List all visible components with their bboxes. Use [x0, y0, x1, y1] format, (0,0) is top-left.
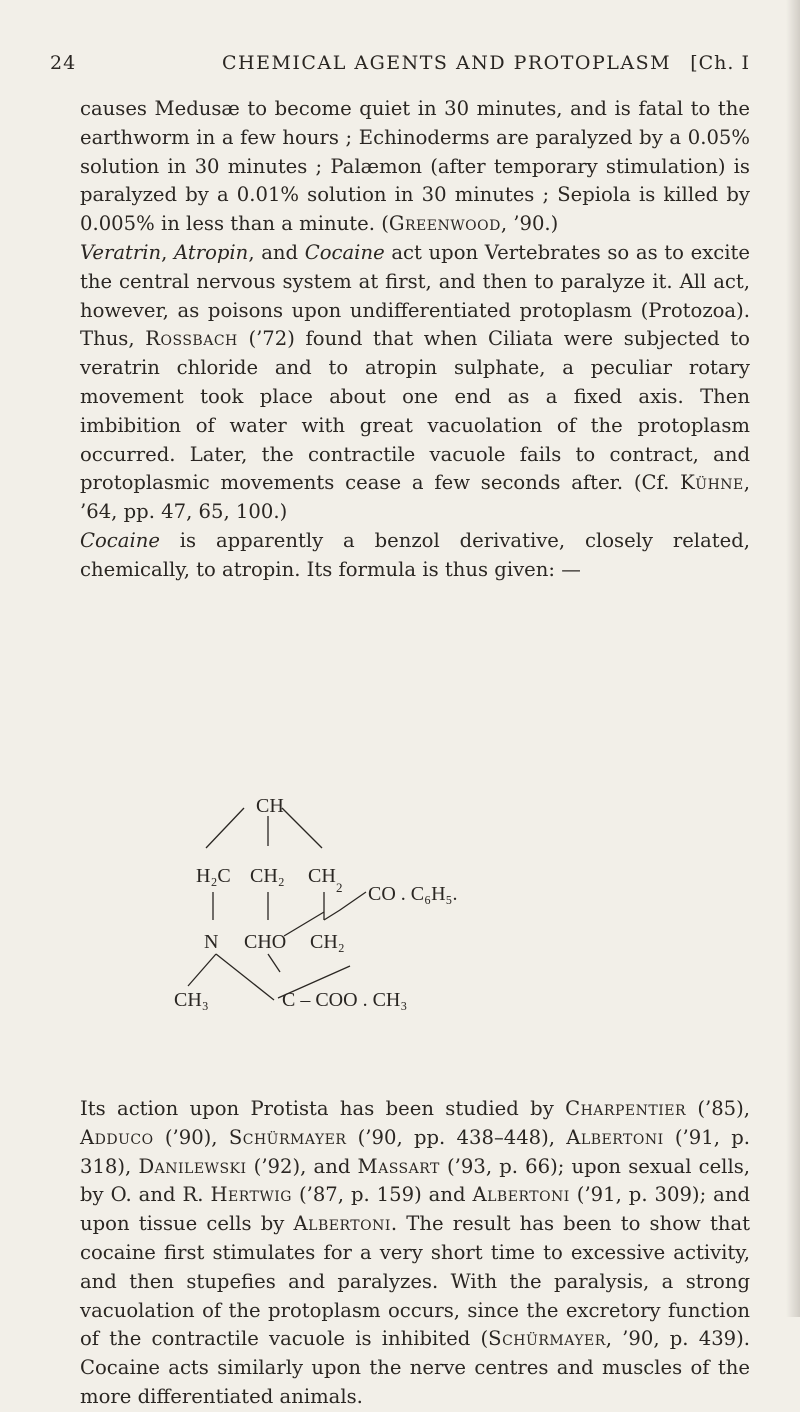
- bond-cho-c: [268, 954, 280, 972]
- bond-n-left: [188, 954, 216, 986]
- running-header: [50, 52, 750, 82]
- citation-kuhne: Kühne: [680, 471, 744, 495]
- citation-greenwood: Greenwood: [388, 212, 501, 236]
- atom-ch3-left: CH₃: [174, 989, 209, 1011]
- bond-ch-ch2-right: [282, 808, 322, 848]
- paragraph-veratrin: Veratrin, Atropin, and Cocaine act upon Vertebrates so as to excite the central nervous system at first, and then to paralyze it. All act, however, as poisons upon undifferentiated protoplasm (Protozoa). Thus, Rossbach (’72) found that when Ciliata were subjected to veratrin chloride and to atropin sulphate, a peculiar rotary movement took place about one end as a fixed axis. Then imbibition of water with great vacuolation of the protoplasm occurred. Later, the contractile vacuole fails to contract, and protoplasmic movements cease a few seconds after. (Cf. Kühne, ’64, pp. 47, 65, 100.): [80, 240, 750, 524]
- body-text-lower: [80, 1095, 750, 1412]
- atom-h2c: H₂C: [196, 865, 231, 887]
- running-title: CHEMICAL AGENTS AND PROTOPLASM: [222, 52, 672, 74]
- atom-subscript-2: 2: [336, 880, 343, 895]
- paragraph-cocaine: Cocaine is apparently a benzol derivative, closely related, chemically, to atropin. Its formula is thus given: —: [80, 528, 750, 581]
- atom-ch2-low: CH₂: [310, 931, 345, 953]
- atom-ch2-right: CH: [308, 865, 336, 887]
- paragraph-medusae: causes Medusæ to become quiet in 30 minutes, and is fatal to the earthworm in a few hours ; Echinoderms are paralyzed by a 0.05% solution in 30 minutes ; Palæmon (after temporary stimulation) is paralyzed by a 0.01% solution in 30 minutes ; Sepiola is killed by 0.005% in less than a minute. (Greenwood, ’90.): [80, 97, 750, 236]
- atom-co-group: CO . C₆H₅.: [368, 883, 458, 905]
- body-text-upper: [80, 95, 750, 585]
- bond-n-c: [216, 954, 274, 1000]
- atom-ch-top: CH: [256, 795, 284, 817]
- bond-h2c-ch: [206, 808, 244, 848]
- bond-to-co: [324, 892, 366, 920]
- paragraph-protista: Its action upon Protista has been studied by Charpentier (’85), Adduco (’90), Schürmayer (’90, pp. 438–448), Albertoni (’91, p. 318), Danilewski (’92), and Massart (’93, p. 66); upon sexual cells, by O. and R. Hertwig (’87, p. 159) and Albertoni (’91, p. 309); and upon tissue cells by Albertoni. The result has been to show that cocaine first stimulates for a very short time to excessive activity, and then stupefies and paralyzes. With the paralysis, a strong vacuolation of the protoplasm occurs, since the excretory function of the contractile vacuole is inhibited (Schürmayer, ’90, p. 439). Cocaine acts similarly upon the nerve centres and muscles of the more differentiated animals.: [80, 1097, 751, 1408]
- atom-coo-ch3: C – COO . CH₃: [282, 989, 408, 1011]
- citation-rossbach: Rossbach: [145, 327, 238, 351]
- page-number: 24: [50, 52, 77, 74]
- page-edge-shadow: [786, 0, 800, 1317]
- cocaine-formula-diagram: [174, 788, 640, 1078]
- atom-n: N: [204, 931, 219, 953]
- atom-cho: CHO: [244, 931, 287, 953]
- chapter-marker: [Ch. I: [690, 52, 750, 74]
- atom-ch2-mid: CH₂: [250, 865, 285, 887]
